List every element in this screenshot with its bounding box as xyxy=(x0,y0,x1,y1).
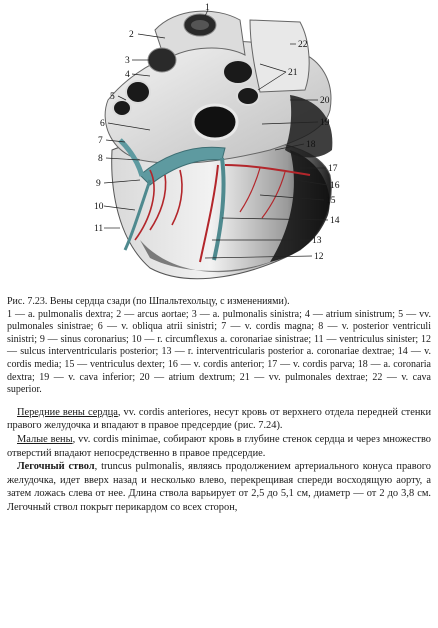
label-7: 7 xyxy=(98,136,103,146)
label-15: 15 xyxy=(326,196,336,206)
paragraph-pulmonary-trunk xyxy=(7,460,431,514)
pulmonary-vein-right-opening-2 xyxy=(237,87,259,105)
label-12: 12 xyxy=(314,252,324,262)
label-6: 6 xyxy=(100,119,105,129)
pulmonary-vein-left-opening xyxy=(126,81,150,103)
label-13: 13 xyxy=(312,236,322,246)
paragraph-small-veins-text: , vv. cordis minimae, собирают кровь в глубине стенок сердца и через множество отверстий впадают непосредственно в правое предсердие. xyxy=(7,433,431,459)
term-anterior-veins: Передние вены сердца xyxy=(17,406,118,418)
figure-caption xyxy=(7,296,431,397)
page-text xyxy=(7,296,431,515)
caption-legend: 1 — a. pulmonalis dextra; 2 — arcus aortae; 3 — a. pulmonalis sinistra; 4 — atrium sinistrum; 5 — vv. pulmonales sinistrae; 6 — v. obliqua atrii sinistri; 7 — v. cordis magna; 8 — v. posterior ventriculi sinistri; 9 — sinus coronarius; 10 — r. circumflexus a. coronariae sinistrae; 11 — ventriculus sinister; 12 — sulcus interventricularis posterior; 13 — r. interventricularis posterior a. coronariae dextrae; 14 — v. cordis media; 15 — ventriculus dexter; 16 — v. cordis anterior; 17 — v. cordis parva; 18 — a. coronaria dextra; 19 — v. cava inferior; 20 — atrium dextrum; 21 — vv. pulmonales dextrae; 22 — v. cava superior. xyxy=(7,308,431,396)
inferior-vena-cava-opening xyxy=(193,105,237,139)
term-small-veins: Малые вены xyxy=(17,433,73,445)
label-3: 3 xyxy=(125,56,130,66)
term-pulmonary-trunk: Легочный ствол xyxy=(17,461,95,473)
paragraph-pulmonary-trunk-text: , truncus pulmonalis, являясь продолжением артериального конуса правого желудочка, идет вверх назад и несколько влево, перекрещивая спереди восходящую аорту, а затем ложась слева от нее. Длина ствола варьирует от 2,5 до 5,1 см, диаметр — от 2 до 3,8 см. Легочный ствол покрыт перикардом со всех сторон, xyxy=(7,461,431,513)
pulmonary-vein-right-opening xyxy=(223,60,253,84)
label-5: 5 xyxy=(110,92,115,102)
pulmonary-vein-left-opening-2 xyxy=(113,100,131,116)
label-19: 19 xyxy=(320,118,330,128)
pulmonary-artery-left-opening xyxy=(148,48,176,72)
label-14: 14 xyxy=(330,216,340,226)
label-1: 1 xyxy=(205,3,210,13)
paragraph-small-veins xyxy=(7,433,431,460)
vena-cava-superior xyxy=(250,20,309,92)
paragraph-anterior-veins-text: , vv. cordis anteriores, несут кровь от верхнего отдела передней стенки правого желудочка и впадают в правое предсердие (рис. 7.24). xyxy=(7,406,432,432)
label-16: 16 xyxy=(330,181,340,191)
label-21: 21 xyxy=(288,68,298,78)
label-2: 2 xyxy=(129,30,134,40)
caption-lead: Рис. 7.23. Вены сердца сзади (по Шпальтехольцу, с изменениями). xyxy=(7,296,290,307)
label-4: 4 xyxy=(125,70,130,80)
label-17: 17 xyxy=(328,164,338,174)
label-10: 10 xyxy=(94,202,104,212)
label-11: 11 xyxy=(94,224,104,234)
label-18: 18 xyxy=(306,140,316,150)
label-9: 9 xyxy=(96,179,101,189)
heart-veins-illustration xyxy=(0,0,438,296)
paragraph-anterior-veins xyxy=(7,406,431,433)
label-22: 22 xyxy=(298,40,308,50)
label-8: 8 xyxy=(98,154,103,164)
label-20: 20 xyxy=(320,96,330,106)
